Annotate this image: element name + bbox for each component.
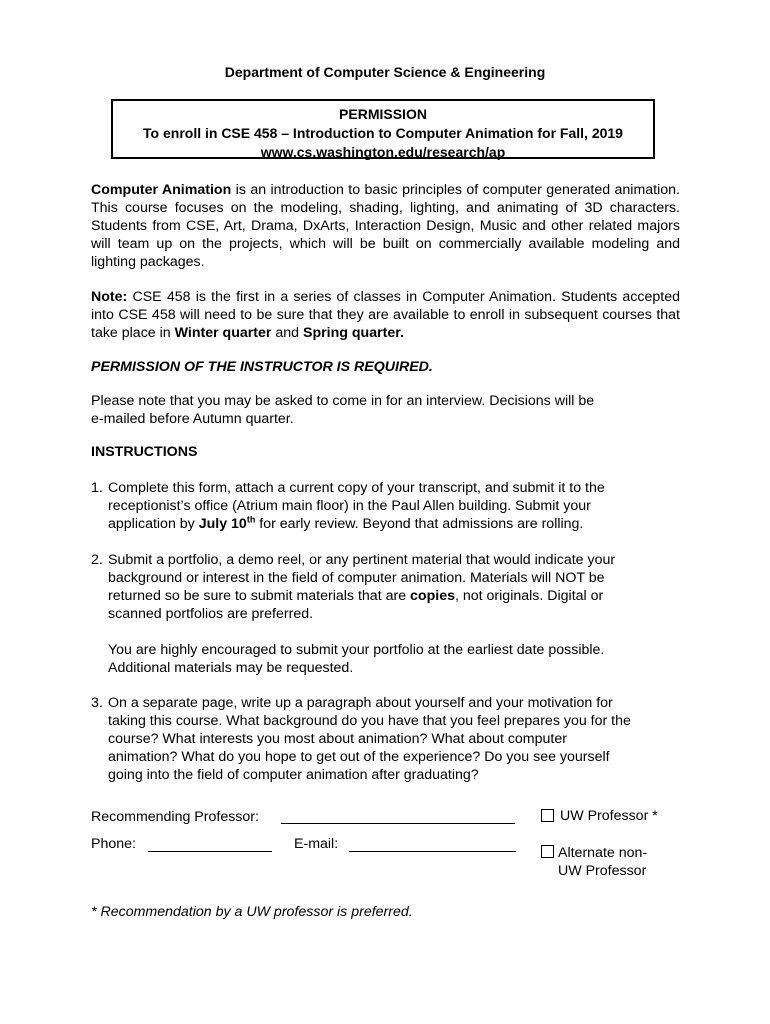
item-3-line-4: animation? What do you hope to get out of the experience? Do you see yourself [108, 749, 610, 765]
item-3-line-1: On a separate page, write up a paragraph about yourself and your motivation for [108, 695, 613, 711]
recommending-professor-label: Recommending Professor: [91, 809, 259, 825]
alternate-professor-label [558, 844, 647, 880]
item-1-line-3 [108, 515, 671, 533]
instruction-item-3 [91, 694, 671, 784]
item-2-line-3-post: , not originals. Digital or [454, 588, 604, 604]
item-1-line-1: Complete this form, attach a current copy of your transcript, and submit it to the [108, 480, 605, 496]
note-text-2: and [271, 325, 304, 341]
intro-bold-lead: Computer Animation [91, 182, 232, 198]
deadline-date-suffix: th [246, 514, 256, 525]
note-spring: Spring quarter. [303, 325, 404, 341]
interview-line-2: e-mailed before Autumn quarter. [91, 411, 294, 427]
phone-label: Phone: [91, 836, 136, 852]
alternate-label-line-2: UW Professor [558, 863, 647, 879]
note-winter: Winter quarter [174, 325, 272, 341]
item-3-line-5: going into the field of computer animation after graduating? [108, 767, 479, 783]
permission-title: PERMISSION [339, 106, 427, 122]
alternate-label-line-1: Alternate non- [558, 845, 648, 861]
phone-field[interactable] [148, 851, 272, 852]
intro-paragraph [91, 181, 680, 271]
note-text-1: CSE 458 is the first in a series of classes in Computer Animation. Students accepted into CSE 458 will need to be sure that they are available to enroll in subsequent courses that take place in [91, 289, 680, 341]
email-label: E-mail: [294, 836, 339, 852]
uw-professor-label: UW Professor * [560, 808, 658, 824]
course-enroll-line: To enroll in CSE 458 – Introduction to Computer Animation for Fall, 2019 [143, 125, 623, 141]
item-2-line-2: background or interest in the field of computer animation. Materials will NOT be [108, 570, 605, 586]
alternate-professor-checkbox[interactable] [541, 845, 554, 858]
item-3-line-3: course? What interests you most about animation? What about computer [108, 731, 567, 747]
interview-paragraph [91, 392, 680, 428]
recommending-professor-field[interactable] [281, 823, 515, 824]
copies-emphasis: copies [410, 588, 455, 604]
item-number: 2. [91, 552, 103, 568]
uw-professor-checkbox[interactable] [541, 809, 554, 822]
permission-required-heading: PERMISSION OF THE INSTRUCTOR IS REQUIRED. [91, 359, 433, 375]
deadline-date: July 10 [198, 516, 247, 532]
note-paragraph [91, 288, 680, 342]
course-url: www.cs.washington.edu/research/ap [260, 144, 506, 160]
item-2-line-3 [108, 587, 671, 605]
item-2-line-5: You are highly encouraged to submit your portfolio at the earliest date possible. [108, 642, 605, 658]
interview-line-1: Please note that you may be asked to come in for an interview. Decisions will be [91, 393, 595, 409]
email-field[interactable] [349, 851, 516, 852]
instructions-heading: INSTRUCTIONS [91, 444, 198, 460]
item-1-line-3-post: for early review. Beyond that admissions are rolling. [255, 516, 584, 532]
department-title: Department of Computer Science & Engineering [224, 64, 546, 80]
item-2-line-4: scanned portfolios are preferred. [108, 606, 314, 622]
item-1-line-2: receptionist’s office (Atrium main floor) in the Paul Allen building. Submit your [108, 498, 591, 514]
item-1-line-3-pre: application by [108, 516, 199, 532]
item-number: 1. [91, 480, 103, 496]
note-label: Note: [91, 289, 128, 305]
permission-header-box [111, 99, 655, 159]
recommendation-footnote: * Recommendation by a UW professor is preferred. [91, 904, 413, 920]
item-2-line-1: Submit a portfolio, a demo reel, or any pertinent material that would indicate your [108, 552, 616, 568]
instruction-item-1 [91, 479, 671, 533]
item-2-line-6: Additional materials may be requested. [108, 660, 354, 676]
item-2-line-3-pre: returned so be sure to submit materials that are [108, 588, 411, 604]
instruction-item-2 [91, 551, 671, 677]
intro-text: is an introduction to basic principles of computer generated animation. This course focuses on the modeling, shading, lighting, and animating of 3D characters. Students from CSE, Art, Drama, DxArts, Interaction Design, Music and other related majors will team up on the projects, which will be built on commercially available modeling and lighting packages. [91, 182, 680, 270]
item-3-line-2: taking this course. What background do you have that you feel prepares you for the [108, 713, 631, 729]
item-number: 3. [91, 695, 103, 711]
